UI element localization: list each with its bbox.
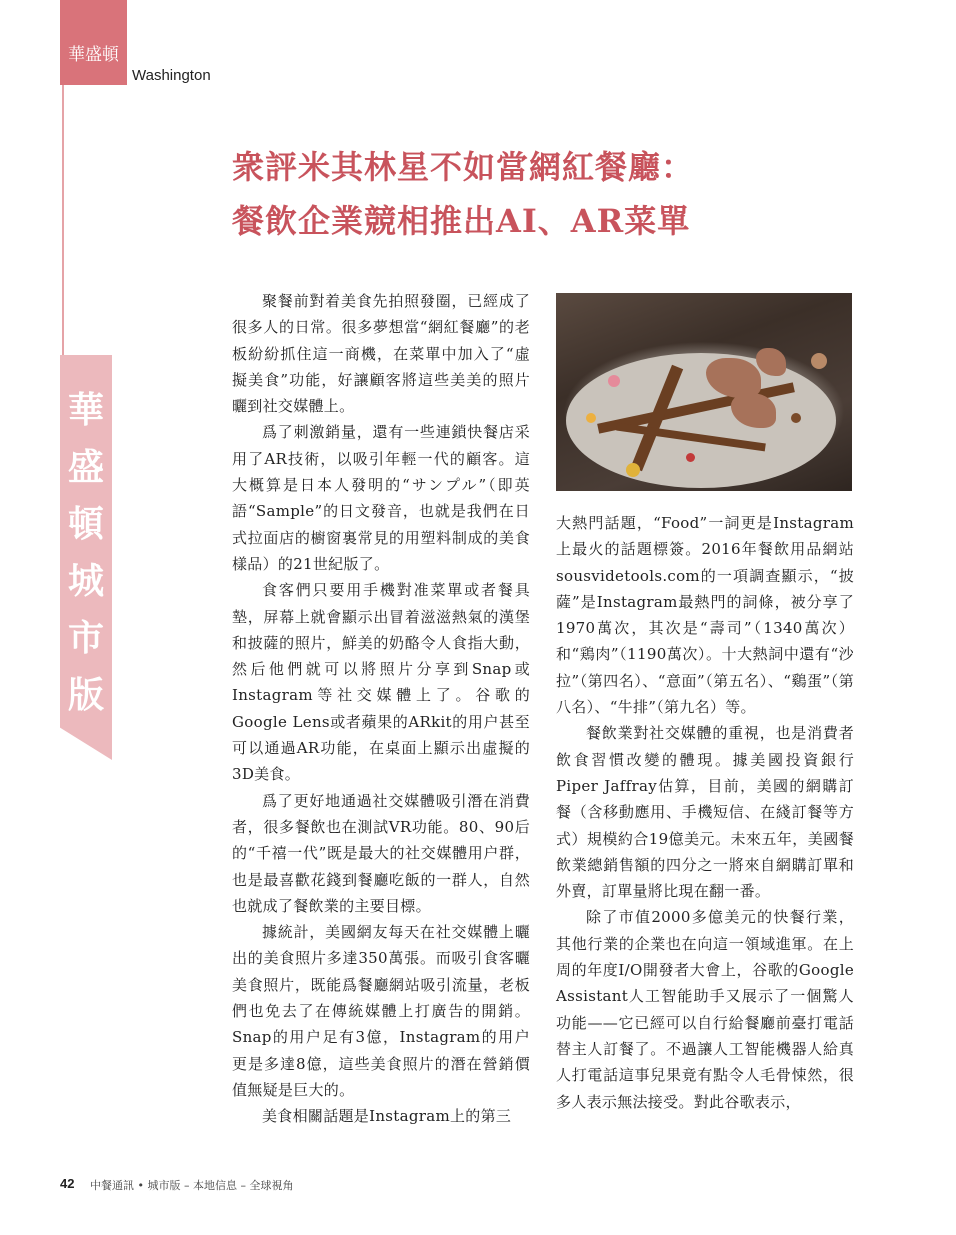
- side-rule: [62, 85, 64, 355]
- food-plating-photo-icon: [556, 293, 852, 491]
- section-subtitle: Washington: [132, 67, 211, 84]
- headline-line-2: 餐飲企業競相推出AI、AR菜單: [232, 202, 691, 240]
- banner-char: 城: [67, 561, 104, 602]
- banner-char: 盛: [67, 447, 104, 488]
- page-number: 42: [60, 1176, 75, 1191]
- footer-text: 中餐通訊 • 城市版 – 本地信息 – 全球視角: [90, 1179, 294, 1192]
- paragraph: 食客們只要用手機對准菜單或者餐具墊，屏幕上就會顯示出冒着滋滋熱氣的漢堡和披薩的照片，鮮美的奶酪令人食指大動，然后他們就可以將照片分享到Snap或Instagram等社交媒體上了。谷歌的Google Lens或者蘋果的ARkit的用户甚至可以通過AR功能，在桌面上顯示出虛擬的3D美食。: [232, 581, 530, 784]
- side-banner-text: [60, 382, 112, 724]
- paragraph: 聚餐前對着美食先拍照發圈，已經成了很多人的日常。很多夢想當“網紅餐廳”的老板紛紛抓住這一商機，在菜單中加入了“虛擬美食”功能，好讓顧客將這些美美的照片曬到社交媒體上。: [232, 292, 530, 416]
- headline-line-1: 衆評米其林星不如當網紅餐廳：: [232, 148, 695, 186]
- paragraph: 美食相關話題是Instagram上的第三: [262, 1107, 512, 1126]
- paragraph: 爲了更好地通過社交媒體吸引潛在消費者，很多餐飲也在測試VR功能。80、90后的“千禧一代”既是最大的社交媒體用户群，也是最喜歡花錢到餐廳吃飯的一群人，自然也就成了餐飲業的主要目標。: [232, 791, 530, 915]
- paragraph: 據統計，美國網友每天在社交媒體上曬出的美食照片多達350萬張。而吸引食客曬美食照片，既能爲餐廳網站吸引流量，老板們也免去了在傳統媒體上打廣告的開銷。Snap的用户足有3億，Instagram的用户更是多達8億，這些美食照片的潛在營銷價值無疑是巨大的。: [232, 923, 530, 1099]
- sauce-dot: [586, 413, 596, 423]
- banner-char: 頓: [67, 504, 104, 545]
- sauce-dot: [626, 463, 640, 477]
- article-column-right: [556, 510, 854, 1115]
- sauce-dot: [791, 413, 801, 423]
- article-column-left: [232, 288, 530, 1130]
- sauce-dot: [686, 453, 695, 462]
- sauce-dot: [608, 375, 620, 387]
- paragraph: 除了市值2000多億美元的快餐行業，其他行業的企業也在向這一領域進軍。在上周的年度I/O開發者大會上，谷歌的Google Assistant人工智能助手又展示了一個驚人功能——它已經可以自行給餐廳前臺打電話替主人訂餐了。不過讓人工智能機器人給真人打電話這事兒果竟有點令人毛骨悚然，很多人表示無法接受。對此谷歌表示，: [556, 908, 854, 1111]
- banner-char: 市: [67, 618, 104, 659]
- paragraph: 餐飲業對社交媒體的重視，也是消費者飲食習慣改變的體現。據美國投資銀行Piper Jaffray估算，目前，美國的網購訂餐（含移動應用、手機短信、在綫訂餐等方式）規模約合19億美元。未來五年，美國餐飲業總銷售額的四分之一將來自網購訂單和外賣，訂單量將比現在翻一番。: [556, 724, 854, 901]
- banner-char: 華: [67, 390, 104, 431]
- banner-char: 版: [67, 675, 104, 716]
- section-tag: 華盛頓: [60, 0, 127, 85]
- sauce-dot: [811, 353, 827, 369]
- paragraph: 大熱門話題，“Food”一詞更是Instagram上最火的話題標簽。2016年餐飲用品網站sousvidetools.com的一項調查顯示，“披薩”是Instagram最熱門的詞條，被分享了1970萬次，其次是“壽司”（1340萬次）和“鶏肉”（1190萬次）。十大熱詞中還有“沙拉”（第四名）、“意面”（第五名）、“鷄蛋”（第八名）、“牛排”（第九名）等。: [556, 514, 854, 717]
- headline: [232, 140, 852, 248]
- paragraph: 爲了刺激銷量，還有一些連鎖快餐店采用了AR技術，以吸引年輕一代的顧客。這大概算是日本人發明的“サンプル”（即英語“Sample”的日文發音，也就是我們在日式拉面店的櫥窗裏常見的用塑料制成的美食樣品）的21世紀版了。: [232, 423, 530, 573]
